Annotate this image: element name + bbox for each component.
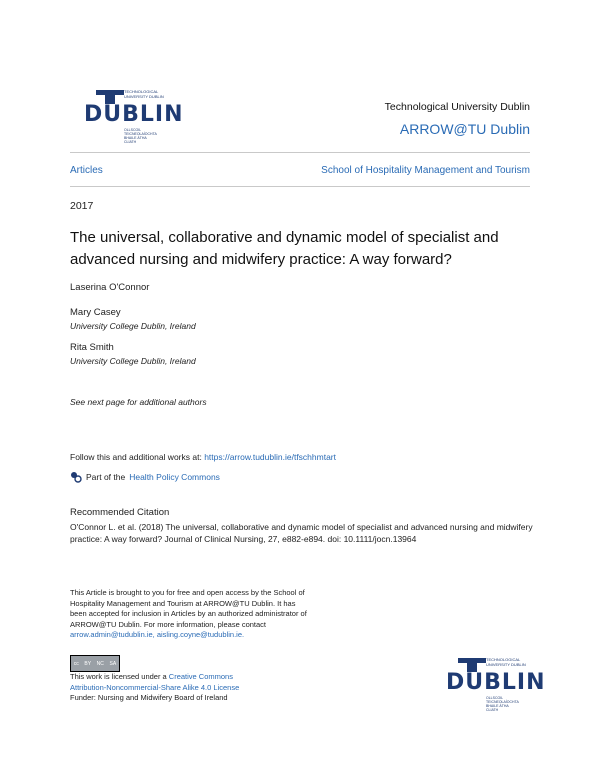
article-title: The universal, collaborative and dynamic model of specialist and advanced nursing and midwifery practice: A way forward? (70, 229, 499, 268)
commons-network-icon (70, 471, 82, 483)
author-affiliation: University College Dublin, Ireland (70, 321, 196, 331)
recommended-citation-heading: Recommended Citation (70, 507, 170, 518)
logo-irish-tagline: OLLSCOIL TEICNEOLAÍOCHTA BHAILE ÁTHA CLIATH (124, 128, 157, 144)
repository-link[interactable]: ARROW@TU Dublin (399, 121, 530, 137)
publication-year: 2017 (70, 200, 94, 212)
institution-name: Technological University Dublin (384, 101, 530, 113)
funder-text: Funder: Nursing and Midwifery Board of Ireland (70, 693, 228, 702)
author-name: Laserina O'Connor (70, 282, 150, 293)
divider (70, 186, 530, 187)
cc-badge-label: SA (109, 660, 117, 667)
articles-link[interactable]: Articles (70, 165, 103, 176)
contact-emails-link[interactable]: arrow.admin@tudublin.ie, aisling.coyne@tudublin.ie. (70, 630, 245, 639)
follow-line (70, 452, 336, 462)
tu-dublin-logo-footer (446, 657, 546, 712)
logo-irish-tagline: OLLSCOIL TEICNEOLAÍOCHTA BHAILE ÁTHA CLIATH (486, 696, 519, 712)
follow-text: Follow this and additional works at: (70, 452, 205, 462)
license-prefix: This work is licensed under a (70, 672, 169, 681)
cc-badge-label: BY (84, 660, 92, 667)
cc-badge-label: cc (73, 660, 79, 667)
license-name-link[interactable]: Attribution-Noncommercial-Share Alike 4.0 License (70, 682, 240, 692)
recommended-citation-text: O'Connor L. et al. (2018) The universal, collaborative and dynamic model of specialist and advanced nursing and midwifery practice: A way forward? Journal of Clinical Nursing, 27, e882-e894. doi: 10.1111/jocn.13964 (70, 522, 533, 544)
author-affiliation: University College Dublin, Ireland (70, 356, 196, 366)
author-name: Mary Casey (70, 307, 121, 318)
logo-tagline: TECHNOLOGICAL UNIVERSITY DUBLIN (124, 89, 164, 99)
part-of-line (70, 471, 220, 483)
logo-wordmark: DUBLIN (446, 670, 546, 695)
part-of-text: Part of the (86, 472, 126, 482)
divider (70, 152, 530, 153)
logo-tagline: TECHNOLOGICAL UNIVERSITY DUBLIN (486, 657, 526, 667)
cc-badge-label: NC (96, 660, 104, 667)
collection-url-link[interactable]: https://arrow.tudublin.ie/tfschhmtart (204, 452, 336, 462)
tu-dublin-logo (84, 89, 184, 144)
cc-license-badge[interactable] (70, 655, 120, 672)
health-policy-commons-link[interactable]: Health Policy Commons (129, 472, 220, 482)
additional-authors-note: See next page for additional authors (70, 397, 207, 407)
creative-commons-link[interactable]: Creative Commons (168, 672, 233, 681)
logo-wordmark: DUBLIN (84, 102, 184, 127)
license-statement (70, 672, 330, 704)
school-link[interactable]: School of Hospitality Management and Tourism (321, 165, 530, 176)
notice-text: This Article is brought to you for free and open access by the School of Hospitality Management and Tourism at ARROW@TU Dublin. It has been accepted for inclusion in Articles by an authorized administrator of ARROW@TU Dublin. For more information, please contact (70, 588, 307, 629)
author-name: Rita Smith (70, 342, 114, 353)
open-access-notice (70, 588, 310, 641)
